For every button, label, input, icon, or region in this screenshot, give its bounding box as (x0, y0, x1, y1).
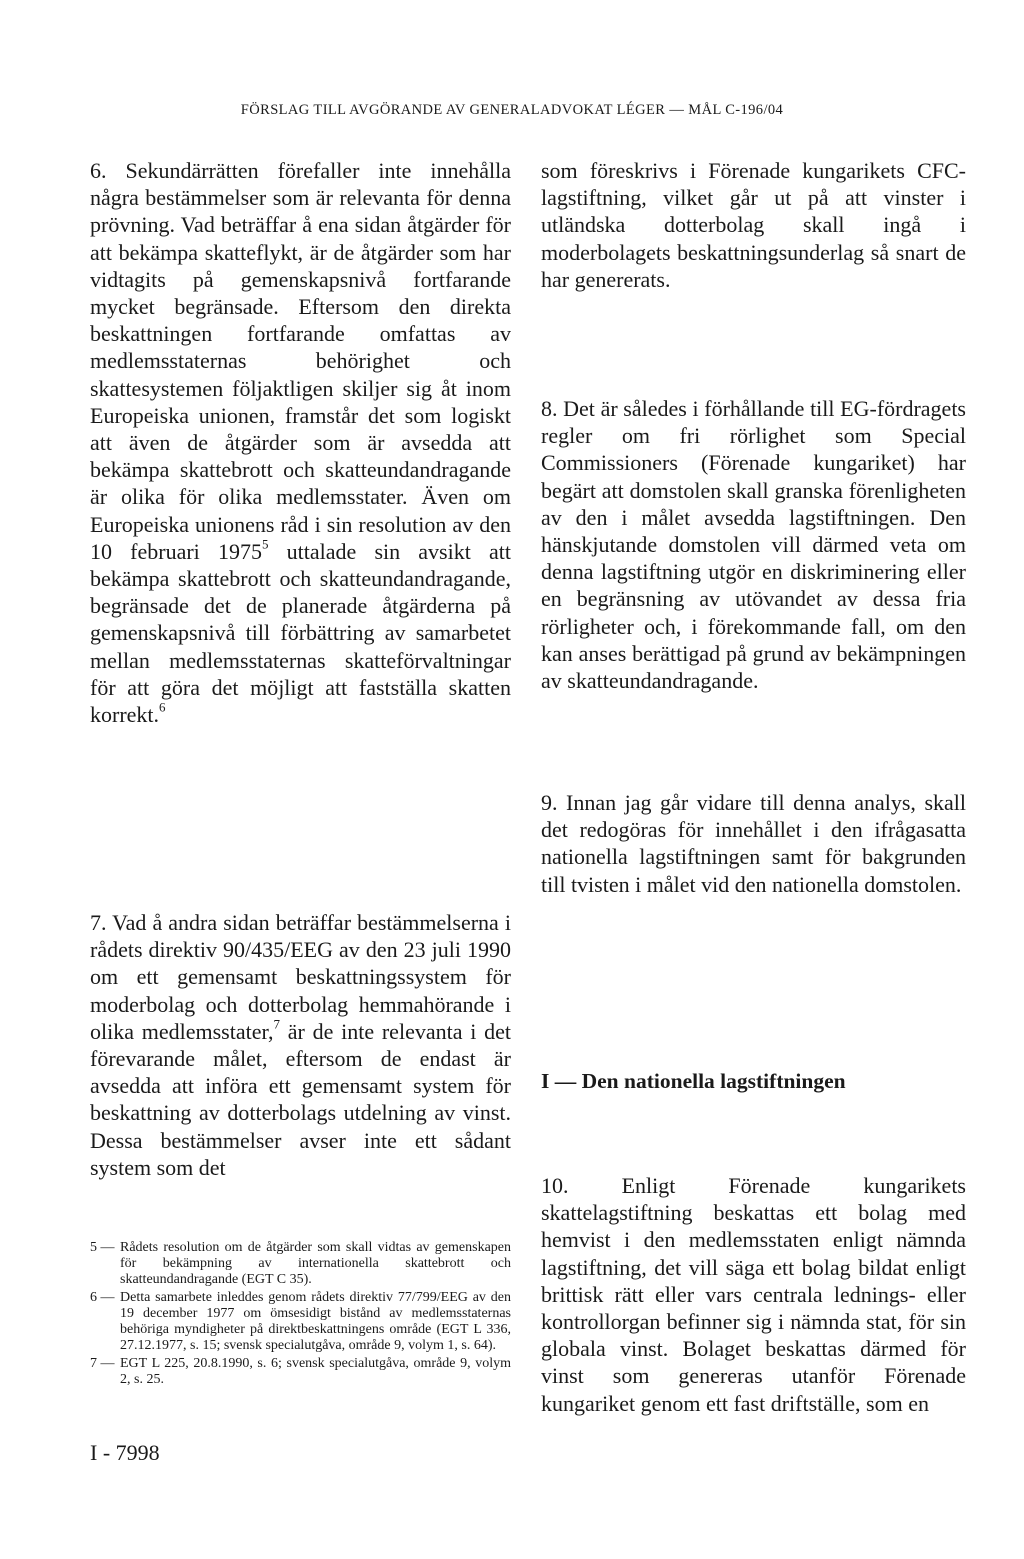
running-header: FÖRSLAG TILL AVGÖRANDE AV GENERALADVOKAT LÉGER — MÅL C-196/04 (240, 102, 784, 118)
paragraph-6 (90, 157, 511, 728)
right-column-para9 (541, 789, 966, 898)
footnote-6 (90, 1290, 511, 1354)
paragraph-10: 10. Enligt Förenade kungarikets skattelagstiftning beskattas ett bolag med hemvist i den medlemsstaten enligt nämnda lagstiftning, det vill säga ett bolag bildat enligt brittisk rätt eller vars centrala lednings- eller kontrollorgan befinner sig i nämnda stat, för sin globala vinst. Bolaget beskattas därmed för vinst som genereras utanför Förenade kungariket genom ett fast driftställe, som en (541, 1173, 966, 1416)
footnote-text: EGT L 225, 20.8.1990, s. 6; svensk specialutgåva, område 9, volym 2, s. 25. (120, 1356, 511, 1387)
footnote-ref-5: 5 (261, 536, 269, 552)
section-heading: I — Den nationella lagstiftningen (541, 1069, 846, 1093)
footnote-text: Detta samarbete inleddes genom rådets direktiv 77/799/EEG av den 19 december 1977 om ömsesidigt bistånd av medlemsstaternas behöriga myndigheter på direktbeskattningens område (EGT L 336, 27.12.1977, s. 15; svensk specialutgåva, område 9, volym 1, s. 64). (120, 1290, 511, 1353)
page-number: I - 7998 (90, 1440, 160, 1465)
paragraph-7-continued: som föreskrivs i Förenade kungarikets CFC-lagstiftning, vilket går ut på att vinster i utländska dotterbolag skall ingå i moderbolagets beskattningsunderlag så snart de har genererats. (541, 158, 966, 292)
footnote-ref-7: 7 (273, 1016, 280, 1032)
paragraph-9: 9. Innan jag går vidare till denna analys, skall det redogöras för innehållet i den ifrågasatta nationella lagstiftningen samt för bakgrunden till tvisten i målet vid den nationella domstolen. (541, 790, 966, 897)
paragraph-7 (90, 909, 511, 1181)
right-column-para8 (541, 395, 966, 694)
footnote-label: 7 — (90, 1356, 115, 1371)
right-column-para10 (541, 1172, 966, 1417)
left-column-lower (90, 909, 511, 1181)
footnote-5 (90, 1240, 511, 1288)
left-column (90, 157, 511, 728)
footnote-ref-6: 6 (159, 699, 166, 715)
right-column-top (541, 157, 966, 293)
footnote-text: Rådets resolution om de åtgärder som skall vidtas av gemenskapen för bekämpning av internationella skattebrott och skatteundandragande (EGT C 35). (120, 1240, 511, 1287)
paragraph-8: 8. Det är således i förhållande till EG-fördragets regler om fri rörlighet som Special Commissioners (Förenade kungariket) har begärt att domstolen skall granska förenligheten av den i målet avsedda lagstiftningen. Den hänskjutande domstolen vill därmed veta om denna lagstiftning utgör en diskriminering eller en begränsning av utövandet av dessa fria rörligheter och, i förekommande fall, om den kan anses berättigad på grund av bekämpningen av skatteundandragande. (541, 396, 966, 694)
paragraph-6-text: 6. Sekundärrätten förefaller inte innehålla några bestämmelser som är relevanta för denna prövning. Vad beträffar å ena sidan åtgärder för att bekämpa skatteflykt, är de åtgärder som har vidtagits på gemenskapsnivå fortfarande mycket begränsade. Eftersom den direkta beskattningen fortfarande omfattas av medlemsstaternas behörighet och skattesystemen följaktligen skiljer sig åt inom Europeiska unionen, framstår det som logiskt att även de åtgärder som är avsedda att bekämpa skattebrott och skatteundandragande är olika för olika medlemsstater. Även om Europeiska unionens råd i sin resolution av den 10 februari 1975 (90, 158, 511, 564)
footnotes (90, 1240, 511, 1390)
paragraph-7-text-cont: är de inte relevanta i det förevarande målet, eftersom de endast är avsedda att införa ett gemensamt system för beskattning av dotterbolags utdelning av vinst. Dessa bestämmelser avser inte ett sådant system som det (90, 1018, 511, 1180)
paragraph-6-text-cont: uttalade sin avsikt att bekämpa skattebrott och skatteundandragande, begränsade det de planerade åtgärderna på gemenskapsnivå till förbättring av samarbetet mellan medlemsstaternas skatteförvaltningar för att göra det möjligt att fastställa skatten korrekt. (90, 538, 511, 728)
footnote-label: 5 — (90, 1240, 115, 1255)
paragraph-7-text: 7. Vad å andra sidan beträffar bestämmelserna i rådets direktiv 90/435/EEG av den 23 juli 1990 om ett gemensamt beskattningssystem för moderbolag och dotterbolag hemmahörande i olika medlemsstater, (90, 910, 511, 1044)
footnote-label: 6 — (90, 1290, 115, 1305)
footnote-7 (90, 1356, 511, 1388)
